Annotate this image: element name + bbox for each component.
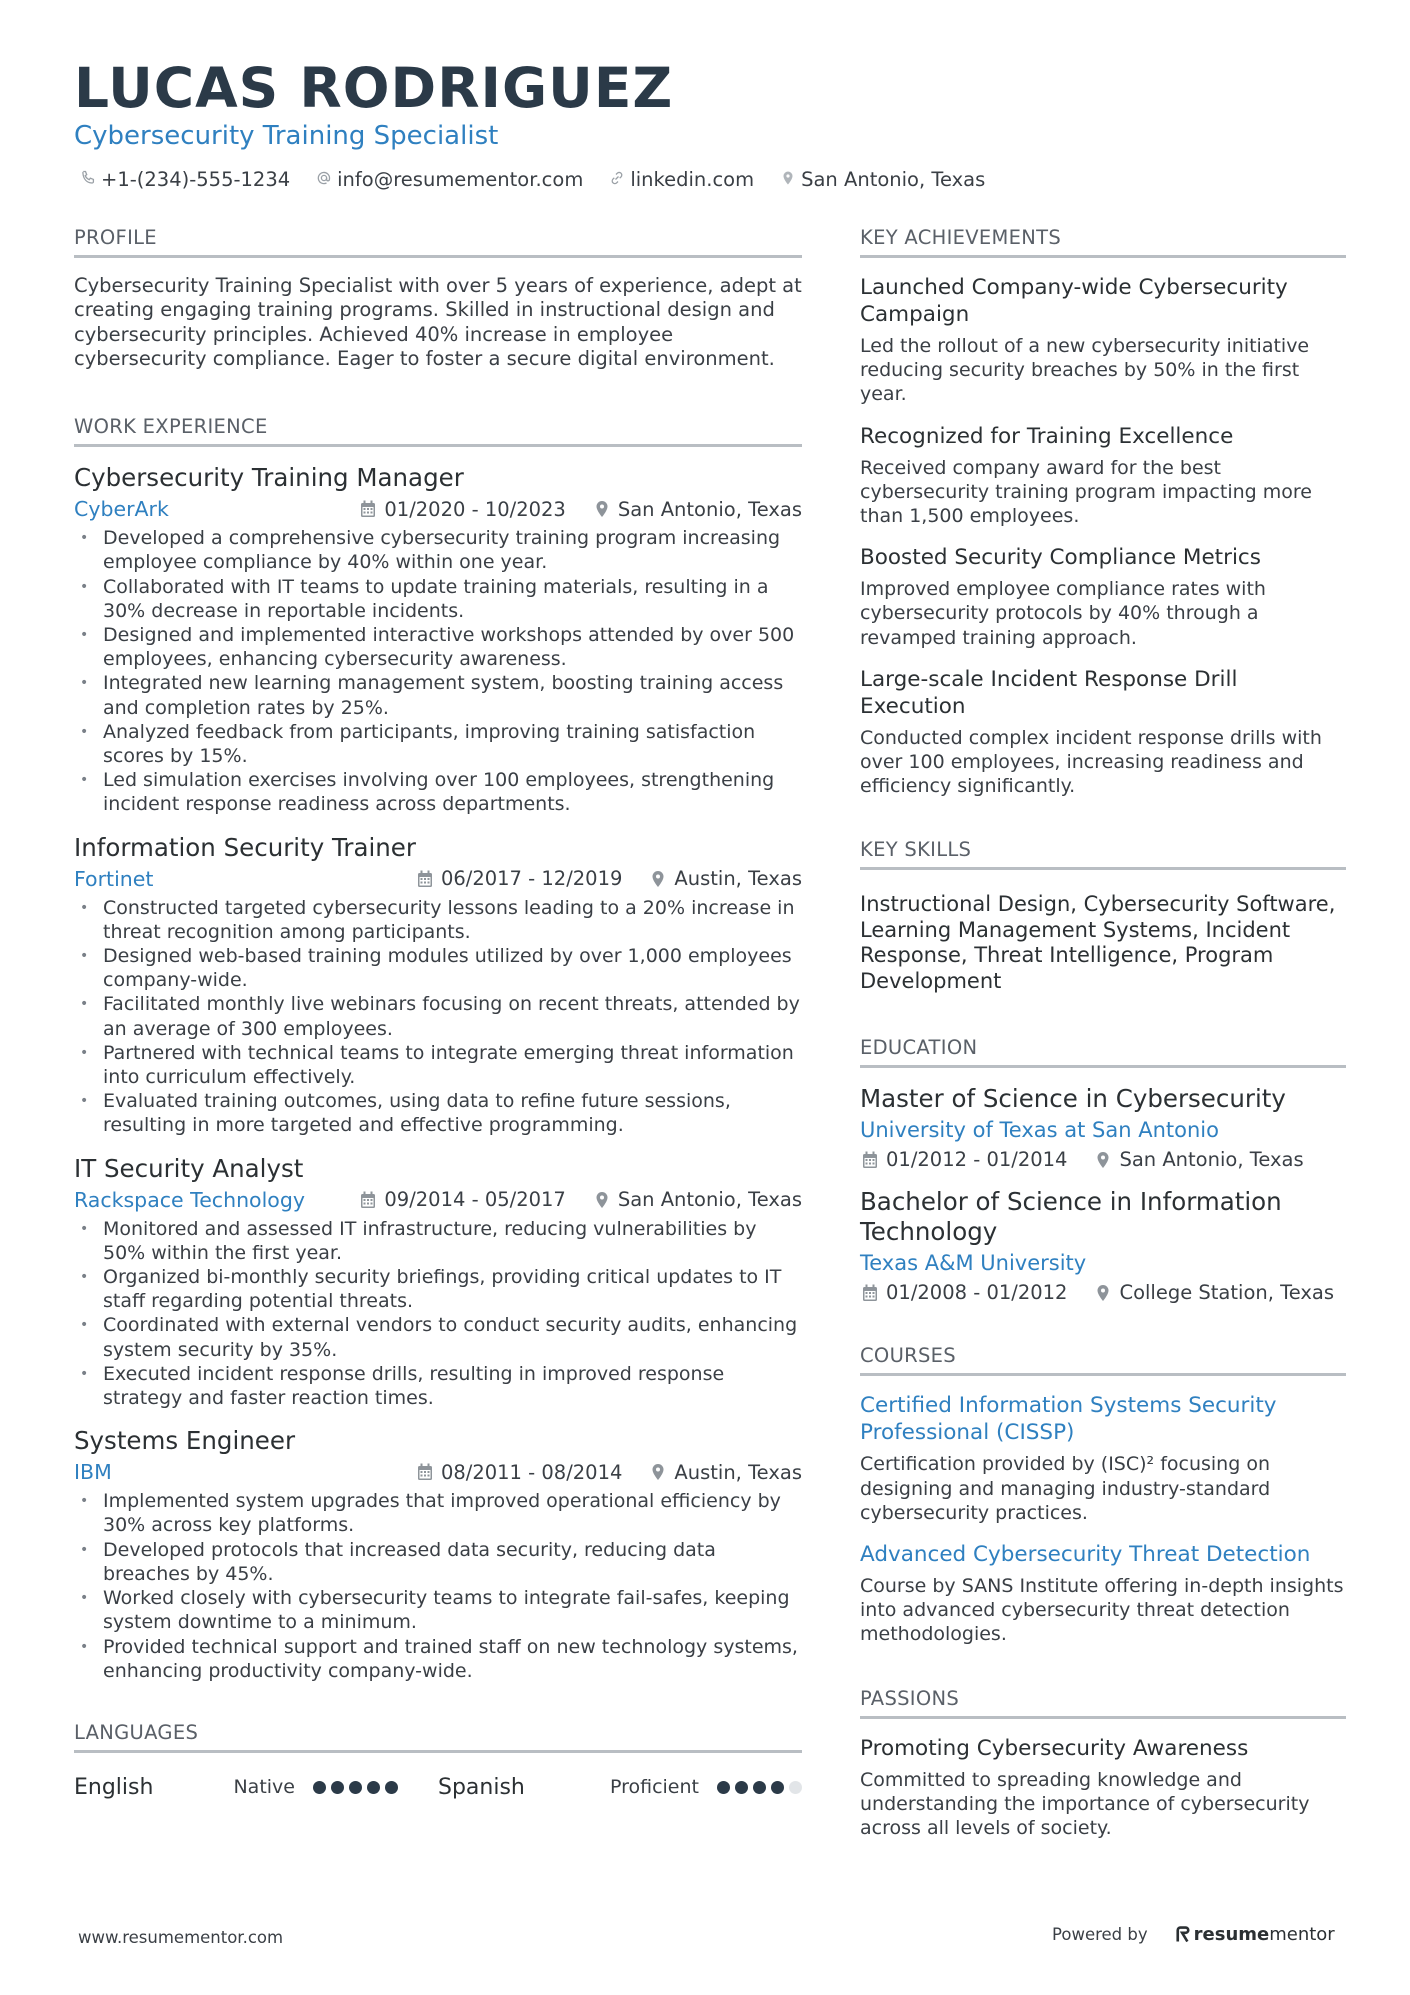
list-item: • Evaluated training outcomes, using data to refine future sessions, resulting in more targeted and effective programming. [74, 1089, 802, 1137]
list-item: • Designed and implemented interactive workshops attended by over 500 employees, enhancing cybersecurity awareness. [74, 623, 802, 671]
job-bullets [74, 526, 802, 816]
section-title-courses: COURSES [860, 1344, 1346, 1376]
list-item: • Analyzed feedback from participants, improving training satisfaction scores by 15%. [74, 720, 802, 768]
job-title: Systems Engineer [74, 1426, 296, 1456]
profile-summary: Cybersecurity Training Specialist with over 5 years of experience, adept at creating engaging training programs. Skilled in instructional design and cybersecurity principles. Achieved 40% increase in employee cybersecurity compliance. Eager to foster a secure digital environment. [74, 274, 802, 370]
course-entry [860, 1392, 1346, 1525]
list-item: • Provided technical support and trained staff on new technology systems, enhancing productivity company-wide. [74, 1635, 802, 1683]
calendar-icon [417, 870, 433, 888]
list-item: • Integrated new learning management system, boosting training access and completion rates by 25%. [74, 671, 802, 719]
job-bullets [74, 1217, 802, 1411]
job-company: IBM [74, 1460, 112, 1485]
section-title-languages: LANGUAGES [74, 1721, 802, 1753]
rating-dot [717, 1781, 730, 1794]
education-dates: 01/2012 - 01/2014 [862, 1148, 1067, 1171]
email-text: info@resumementor.com [337, 168, 584, 191]
rating-dot [331, 1781, 344, 1794]
rating-dot [771, 1781, 784, 1794]
contact-bar [80, 168, 985, 191]
achievement-title: Launched Company-wide Cybersecurity Campaign [860, 275, 1288, 327]
phone-icon [80, 168, 96, 191]
section-title-achievements: KEY ACHIEVEMENTS [860, 226, 1346, 258]
achievement-title: Recognized for Training Excellence [860, 423, 1234, 449]
course-title: Advanced Cybersecurity Threat Detection [860, 1542, 1311, 1568]
contact-phone[interactable] [80, 168, 290, 191]
calendar-icon [862, 1284, 878, 1302]
location-pin-icon [594, 500, 610, 518]
location-pin-icon [1095, 1284, 1111, 1302]
job-entry [74, 1154, 802, 1411]
list-item: • Worked closely with cybersecurity teams to integrate fail-safes, keeping system downtime to a minimum. [74, 1586, 802, 1634]
list-item: • Collaborated with IT teams to update training materials, resulting in a 30% decrease in reportable incidents. [74, 575, 802, 623]
rating-dot [313, 1781, 326, 1794]
education-meta [860, 1281, 1346, 1304]
section-title-passions: PASSIONS [860, 1687, 1346, 1719]
rating-dot [789, 1781, 802, 1794]
achievement-description: Conducted complex incident response drills with over 100 employees, increasing readiness and efficiency significantly. [860, 726, 1322, 798]
footer-website[interactable]: www.resumementor.com [78, 1928, 284, 1947]
phone-text: +1-(234)-555-1234 [101, 168, 291, 191]
course-entry [860, 1541, 1346, 1647]
language-entry [438, 1775, 802, 1800]
passion-description: Committed to spreading knowledge and understanding the importance of cybersecurity across all levels of society. [860, 1768, 1310, 1840]
list-item: • Developed protocols that increased data security, reducing data breaches by 45%. [74, 1538, 802, 1586]
job-entry [74, 1426, 802, 1683]
job-bullets [74, 1489, 802, 1683]
achievement-description: Received company award for the best cybersecurity training program impacting more than 1,500 employees. [860, 456, 1312, 528]
job-bullets [74, 896, 802, 1138]
education-location: College Station, Texas [1095, 1281, 1334, 1304]
education-entry [860, 1187, 1346, 1304]
language-rating [717, 1781, 802, 1794]
job-meta [74, 1460, 802, 1484]
brand-logo[interactable]: resume mentor [1176, 1924, 1335, 1945]
list-item: • Monitored and assessed IT infrastructure, reducing vulnerabilities by 50% within the first year. [74, 1217, 802, 1265]
list-item: • Coordinated with external vendors to conduct security audits, enhancing system security by 35%. [74, 1313, 802, 1361]
candidate-headline: Cybersecurity Training Specialist [74, 121, 499, 151]
rating-dot [349, 1781, 362, 1794]
linkedin-text: linkedin.com [630, 168, 755, 191]
job-meta [74, 1188, 802, 1212]
education-school: Texas A&M University [860, 1251, 1087, 1276]
right-column [860, 226, 1346, 1840]
list-item: • Partnered with technical teams to integrate emerging threat information into curriculum effectively. [74, 1041, 802, 1089]
contact-location [780, 168, 985, 191]
list-item: • Implemented system upgrades that improved operational efficiency by 30% across key platforms. [74, 1489, 802, 1537]
passion-entry [860, 1735, 1346, 1841]
achievement-description: Improved employee compliance rates with cybersecurity protocols by 40% through a revamped training approach. [860, 578, 1266, 649]
link-icon [609, 168, 625, 191]
section-title-education: EDUCATION [860, 1036, 1346, 1068]
language-name: Spanish [438, 1774, 525, 1800]
location-pin-icon [594, 1191, 610, 1209]
location-text: San Antonio, Texas [801, 168, 986, 191]
job-company: CyberArk [74, 497, 169, 522]
list-item: • Designed web-based training modules utilized by over 1,000 employees company-wide. [74, 944, 802, 992]
education-meta [860, 1148, 1346, 1171]
job-meta [74, 867, 802, 891]
contact-linkedin[interactable] [609, 168, 754, 191]
achievement-entry [860, 666, 1346, 799]
location-pin-icon [1095, 1151, 1111, 1169]
job-title: IT Security Analyst [74, 1153, 304, 1183]
language-entry [74, 1775, 438, 1800]
location-pin-icon [650, 1463, 666, 1481]
course-title: Certified Information Systems Security Professional (CISSP) [860, 1393, 1277, 1446]
achievement-entry [860, 274, 1346, 407]
passion-title: Promoting Cybersecurity Awareness [860, 1735, 1249, 1761]
job-title: Information Security Trainer [74, 832, 416, 862]
achievement-entry [860, 544, 1346, 650]
left-column [74, 226, 802, 1800]
job-location: Austin, Texas [650, 867, 802, 890]
location-pin-icon [650, 870, 666, 888]
achievement-title: Large-scale Incident Response Drill Execution [860, 666, 1238, 719]
rating-dot [753, 1781, 766, 1794]
achievement-description: Led the rollout of a new cybersecurity initiative reducing security breaches by 50% in the first year. [860, 335, 1310, 406]
job-title: Cybersecurity Training Manager [74, 463, 464, 493]
course-description: Certification provided by (ISC)² focusing on designing and managing industry-standard cybersecurity practices. [860, 1453, 1271, 1524]
job-location: San Antonio, Texas [594, 498, 802, 521]
job-dates: 08/2011 - 08/2014 [417, 1461, 622, 1484]
languages-row [74, 1775, 802, 1800]
job-dates: 09/2014 - 05/2017 [360, 1188, 565, 1211]
education-school: University of Texas at San Antonio [860, 1118, 1219, 1143]
language-level: Proficient [609, 1776, 699, 1799]
section-title-experience: WORK EXPERIENCE [74, 415, 802, 447]
list-item: • Led simulation exercises involving over 100 employees, strengthening incident response readiness across departments. [74, 768, 802, 816]
powered-by-label: Powered by [1052, 1925, 1148, 1944]
rating-dot [385, 1781, 398, 1794]
job-company: Rackspace Technology [74, 1187, 305, 1212]
list-item: • Developed a comprehensive cybersecurity training program increasing employee compliance by 40% within one year. [74, 526, 802, 574]
list-item: • Constructed targeted cybersecurity lessons leading to a 20% increase in threat recognition among participants. [74, 896, 802, 944]
job-dates: 01/2020 - 10/2023 [360, 498, 565, 521]
job-dates: 06/2017 - 12/2019 [417, 867, 622, 890]
list-item: • Facilitated monthly live webinars focusing on recent threats, attended by an average of 300 employees. [74, 992, 802, 1040]
section-title-profile: PROFILE [74, 226, 802, 258]
calendar-icon [360, 1191, 376, 1209]
job-entry [74, 833, 802, 1138]
rating-dot [735, 1781, 748, 1794]
candidate-name: LUCAS RODRIGUEZ [74, 56, 674, 120]
job-entry [74, 463, 802, 816]
language-level: Native [233, 1776, 295, 1799]
calendar-icon [862, 1151, 878, 1169]
job-location: San Antonio, Texas [594, 1188, 802, 1211]
education-dates: 01/2008 - 01/2012 [862, 1281, 1067, 1304]
education-entry [860, 1084, 1346, 1171]
list-item: • Organized bi-monthly security briefings, providing critical updates to IT staff regarding potential threats. [74, 1265, 802, 1313]
achievement-title: Boosted Security Compliance Metrics [860, 545, 1261, 571]
section-title-skills: KEY SKILLS [860, 838, 1346, 870]
job-location: Austin, Texas [650, 1461, 802, 1484]
language-name: English [74, 1774, 154, 1800]
contact-email[interactable] [316, 168, 583, 191]
education-degree: Bachelor of Science in Information Technology [860, 1187, 1282, 1247]
resumementor-logo-icon [1176, 1926, 1190, 1943]
calendar-icon [417, 1463, 433, 1481]
education-degree: Master of Science in Cybersecurity [860, 1084, 1286, 1114]
rating-dot [367, 1781, 380, 1794]
list-item: • Executed incident response drills, resulting in improved response strategy and faster reaction times. [74, 1362, 802, 1410]
calendar-icon [360, 500, 376, 518]
course-description: Course by SANS Institute offering in-depth insights into advanced cybersecurity threat detection methodologies. [860, 1575, 1344, 1646]
at-icon [316, 168, 332, 191]
job-company: Fortinet [74, 866, 154, 891]
achievement-entry [860, 423, 1346, 529]
job-meta [74, 497, 802, 521]
language-rating [313, 1781, 398, 1794]
location-pin-icon [780, 168, 796, 191]
skills-list: Instructional Design, Cybersecurity Software, Learning Management Systems, Incident Response, Threat Intelligence, Program Development [860, 892, 1336, 993]
education-location: San Antonio, Texas [1095, 1148, 1303, 1171]
footer-powered-by [1052, 1924, 1335, 1945]
